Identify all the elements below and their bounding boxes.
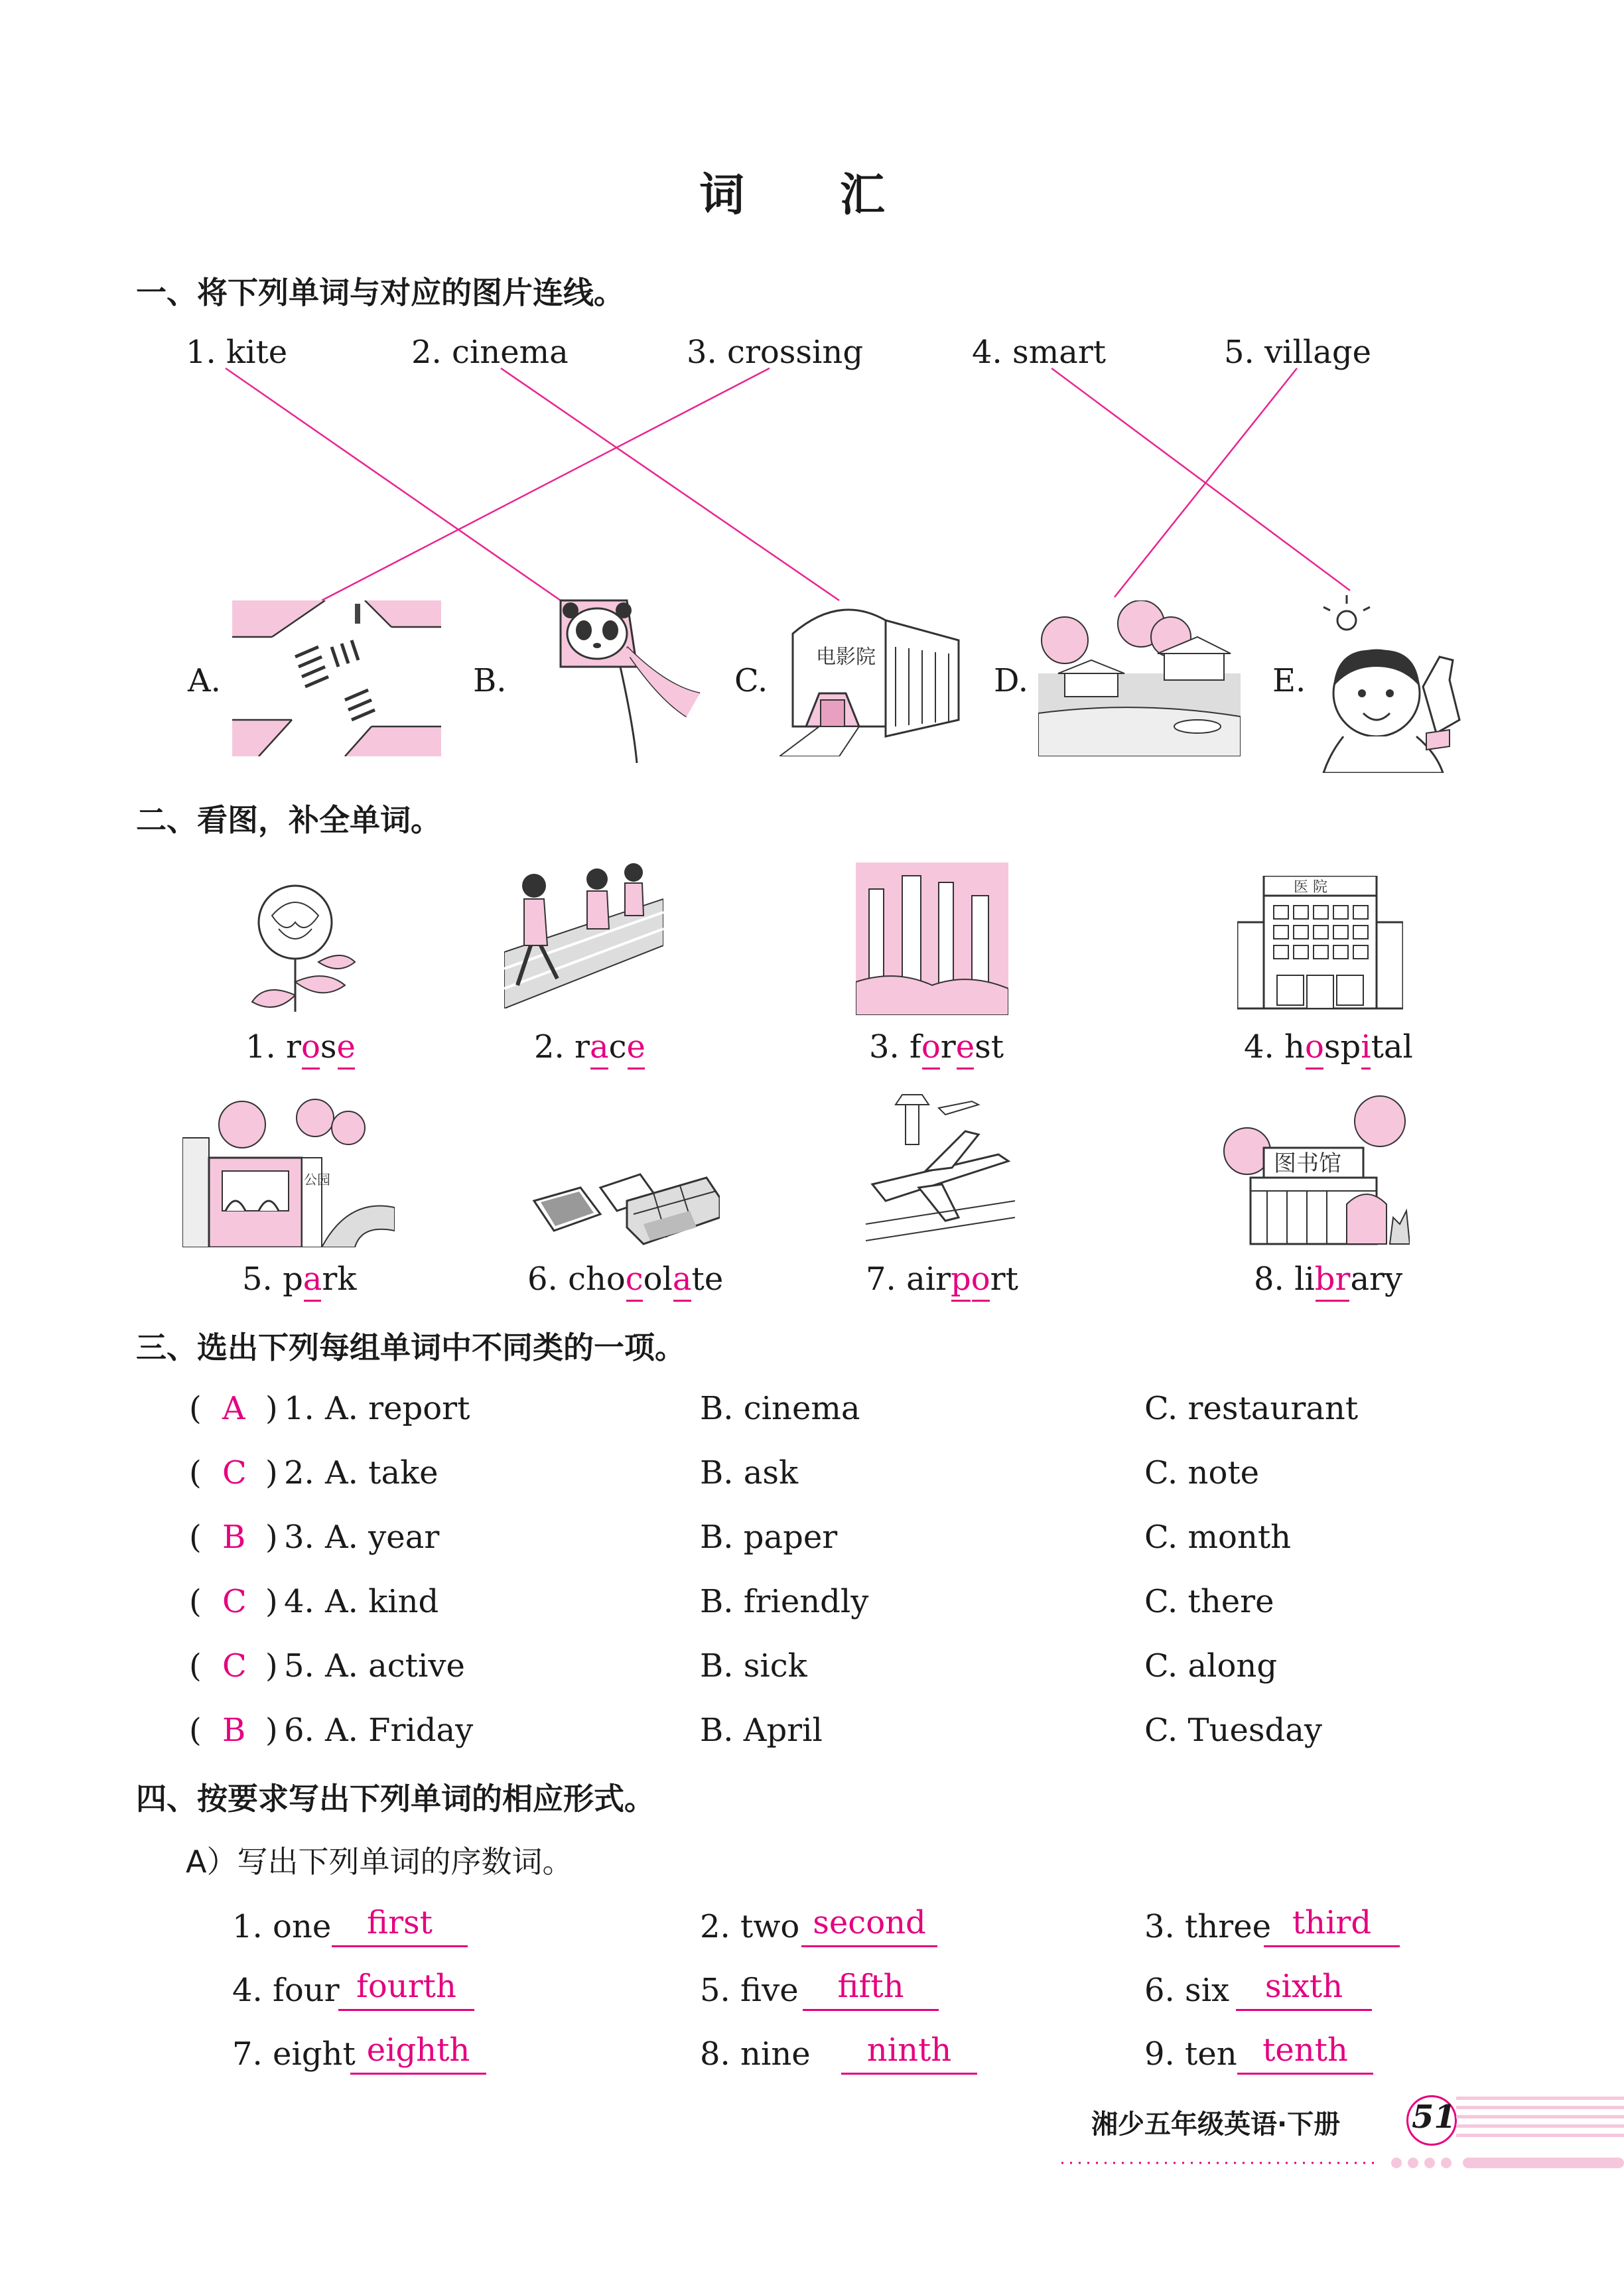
ordinal-question: 3. three xyxy=(1144,1908,1272,1945)
village-picture xyxy=(1038,600,1241,756)
smart-boy-picture xyxy=(1317,594,1466,773)
match-letter-c: C. xyxy=(734,662,768,699)
choice-bracket-open: ( xyxy=(189,1519,202,1556)
choice-answer: B xyxy=(222,1519,246,1556)
match-word-4: 4. smart xyxy=(972,334,1107,371)
match-letter-b: B. xyxy=(473,662,507,699)
ordinal-answer-field[interactable]: eighth xyxy=(350,2032,486,2075)
race-picture xyxy=(504,859,663,1008)
section-3-heading: 三、选出下列每组单词中不同类的一项。 xyxy=(136,1330,685,1365)
hospital-sign-text: 医 院 xyxy=(1294,879,1327,896)
match-line-village xyxy=(1115,368,1297,597)
crossing-picture xyxy=(232,600,441,756)
library-picture xyxy=(1214,1091,1410,1247)
ordinal-question: 9. ten xyxy=(1144,2036,1237,2073)
section-1-heading: 一、将下列单词与对应的图片连线。 xyxy=(136,275,624,311)
choice-option-c: C. along xyxy=(1144,1647,1278,1685)
fill-word-hospital: 4. hospital xyxy=(1244,1028,1413,1066)
ordinal-answer-field[interactable]: first xyxy=(332,1904,468,1947)
choice-bracket-open: ( xyxy=(189,1647,202,1685)
choice-option-c: C. restaurant xyxy=(1144,1390,1359,1427)
choice-bracket-close: ) xyxy=(265,1647,278,1685)
choice-option-b: B. sick xyxy=(700,1647,807,1685)
library-sign-text: 图书馆 xyxy=(1274,1150,1341,1177)
choice-option-a: A. Friday xyxy=(325,1712,474,1749)
ordinal-answer-field[interactable]: fourth xyxy=(338,1968,474,2011)
ordinal-answer-field[interactable]: sixth xyxy=(1236,1968,1372,2011)
choice-number: 5. xyxy=(284,1647,314,1685)
choice-number: 4. xyxy=(284,1583,314,1620)
footer-dotted-line xyxy=(1061,2153,1624,2173)
choice-option-c: C. month xyxy=(1144,1519,1292,1556)
ordinal-question: 7. eight xyxy=(232,2036,356,2073)
fill-word-forest: 3. forest xyxy=(869,1028,1004,1066)
match-word-1: 1. kite xyxy=(186,334,288,371)
choice-option-a: A. kind xyxy=(325,1583,439,1620)
match-word-3: 3. crossing xyxy=(687,334,864,371)
section-4a-heading: A）写出下列单词的序数词。 xyxy=(186,1844,573,1880)
chocolate-picture xyxy=(527,1161,720,1247)
match-letter-d: D. xyxy=(994,662,1029,699)
rose-picture xyxy=(232,876,362,1015)
choice-option-b: B. ask xyxy=(700,1454,799,1491)
choice-number: 6. xyxy=(284,1712,314,1749)
match-line-smart xyxy=(1051,368,1350,590)
choice-bracket-open: ( xyxy=(189,1390,202,1427)
footer-book-title: 湘少五年级英语·下册 xyxy=(1091,2109,1341,2140)
choice-option-a: A. take xyxy=(325,1454,439,1491)
cinema-picture xyxy=(779,594,962,756)
match-letter-a: A. xyxy=(188,662,221,699)
match-word-2: 2. cinema xyxy=(411,334,569,371)
match-line-cinema xyxy=(501,368,839,600)
fill-word-airport: 7. airport xyxy=(866,1261,1018,1298)
park-picture xyxy=(182,1098,395,1247)
ordinal-answer-field[interactable]: second xyxy=(801,1904,937,1947)
choice-option-a: A. year xyxy=(325,1519,440,1556)
choice-option-b: B. cinema xyxy=(700,1390,860,1427)
match-line-crossing xyxy=(322,368,770,600)
kite-picture xyxy=(521,594,707,766)
ordinal-question: 5. five xyxy=(700,1972,799,2009)
choice-option-c: C. there xyxy=(1144,1583,1274,1620)
fill-word-park: 5. park xyxy=(242,1261,357,1298)
choice-number: 2. xyxy=(284,1454,314,1491)
fill-word-race: 2. race xyxy=(534,1028,645,1066)
ordinal-question: 6. six xyxy=(1144,1972,1230,2009)
choice-answer: C xyxy=(222,1647,247,1685)
forest-picture xyxy=(856,863,1008,1015)
airport-picture xyxy=(866,1091,1015,1244)
ordinal-answer-field[interactable]: third xyxy=(1264,1904,1400,1947)
fill-word-chocolate: 6. chocolate xyxy=(527,1261,724,1298)
choice-answer: A xyxy=(222,1390,245,1427)
ordinal-question: 4. four xyxy=(232,1972,340,2009)
choice-bracket-open: ( xyxy=(189,1583,202,1620)
choice-bracket-close: ) xyxy=(265,1712,278,1749)
fill-word-library: 8. library xyxy=(1254,1261,1403,1298)
choice-bracket-close: ) xyxy=(265,1519,278,1556)
footer-stripes xyxy=(1456,2097,1624,2146)
fill-word-rose: 1. rose xyxy=(245,1028,356,1066)
page-title: 词 汇 xyxy=(699,169,925,222)
choice-option-c: C. Tuesday xyxy=(1144,1712,1322,1749)
park-sign-text: 公园 xyxy=(304,1172,330,1188)
choice-option-c: C. note xyxy=(1144,1454,1260,1491)
choice-bracket-close: ) xyxy=(265,1583,278,1620)
match-letter-e: E. xyxy=(1272,662,1306,699)
choice-option-b: B. paper xyxy=(700,1519,838,1556)
choice-option-b: B. April xyxy=(700,1712,823,1749)
choice-bracket-open: ( xyxy=(189,1712,202,1749)
choice-bracket-close: ) xyxy=(265,1390,278,1427)
choice-bracket-close: ) xyxy=(265,1454,278,1491)
ordinal-answer-field[interactable]: tenth xyxy=(1237,2032,1373,2075)
hospital-picture xyxy=(1237,876,1403,1012)
ordinal-question: 1. one xyxy=(232,1908,332,1945)
ordinal-question: 2. two xyxy=(700,1908,800,1945)
choice-option-b: B. friendly xyxy=(700,1583,869,1620)
ordinal-question: 8. nine xyxy=(700,2036,811,2073)
choice-answer: B xyxy=(222,1712,246,1749)
choice-number: 3. xyxy=(284,1519,314,1556)
page-number: 51 xyxy=(1412,2099,1456,2136)
ordinal-answer-field[interactable]: ninth xyxy=(841,2032,977,2075)
ordinal-answer-field[interactable]: fifth xyxy=(803,1968,939,2011)
choice-answer: C xyxy=(222,1454,247,1491)
section-4-heading: 四、按要求写出下列单词的相应形式。 xyxy=(136,1781,655,1817)
match-line-kite xyxy=(226,368,561,600)
choice-number: 1. xyxy=(284,1390,314,1427)
choice-option-a: A. report xyxy=(325,1390,470,1427)
section-2-heading: 二、看图，补全单词。 xyxy=(136,802,441,838)
match-word-5: 5. village xyxy=(1224,334,1371,371)
choice-option-a: A. active xyxy=(325,1647,465,1685)
cinema-sign-text: 电影院 xyxy=(816,646,876,669)
choice-bracket-open: ( xyxy=(189,1454,202,1491)
choice-answer: C xyxy=(222,1583,247,1620)
